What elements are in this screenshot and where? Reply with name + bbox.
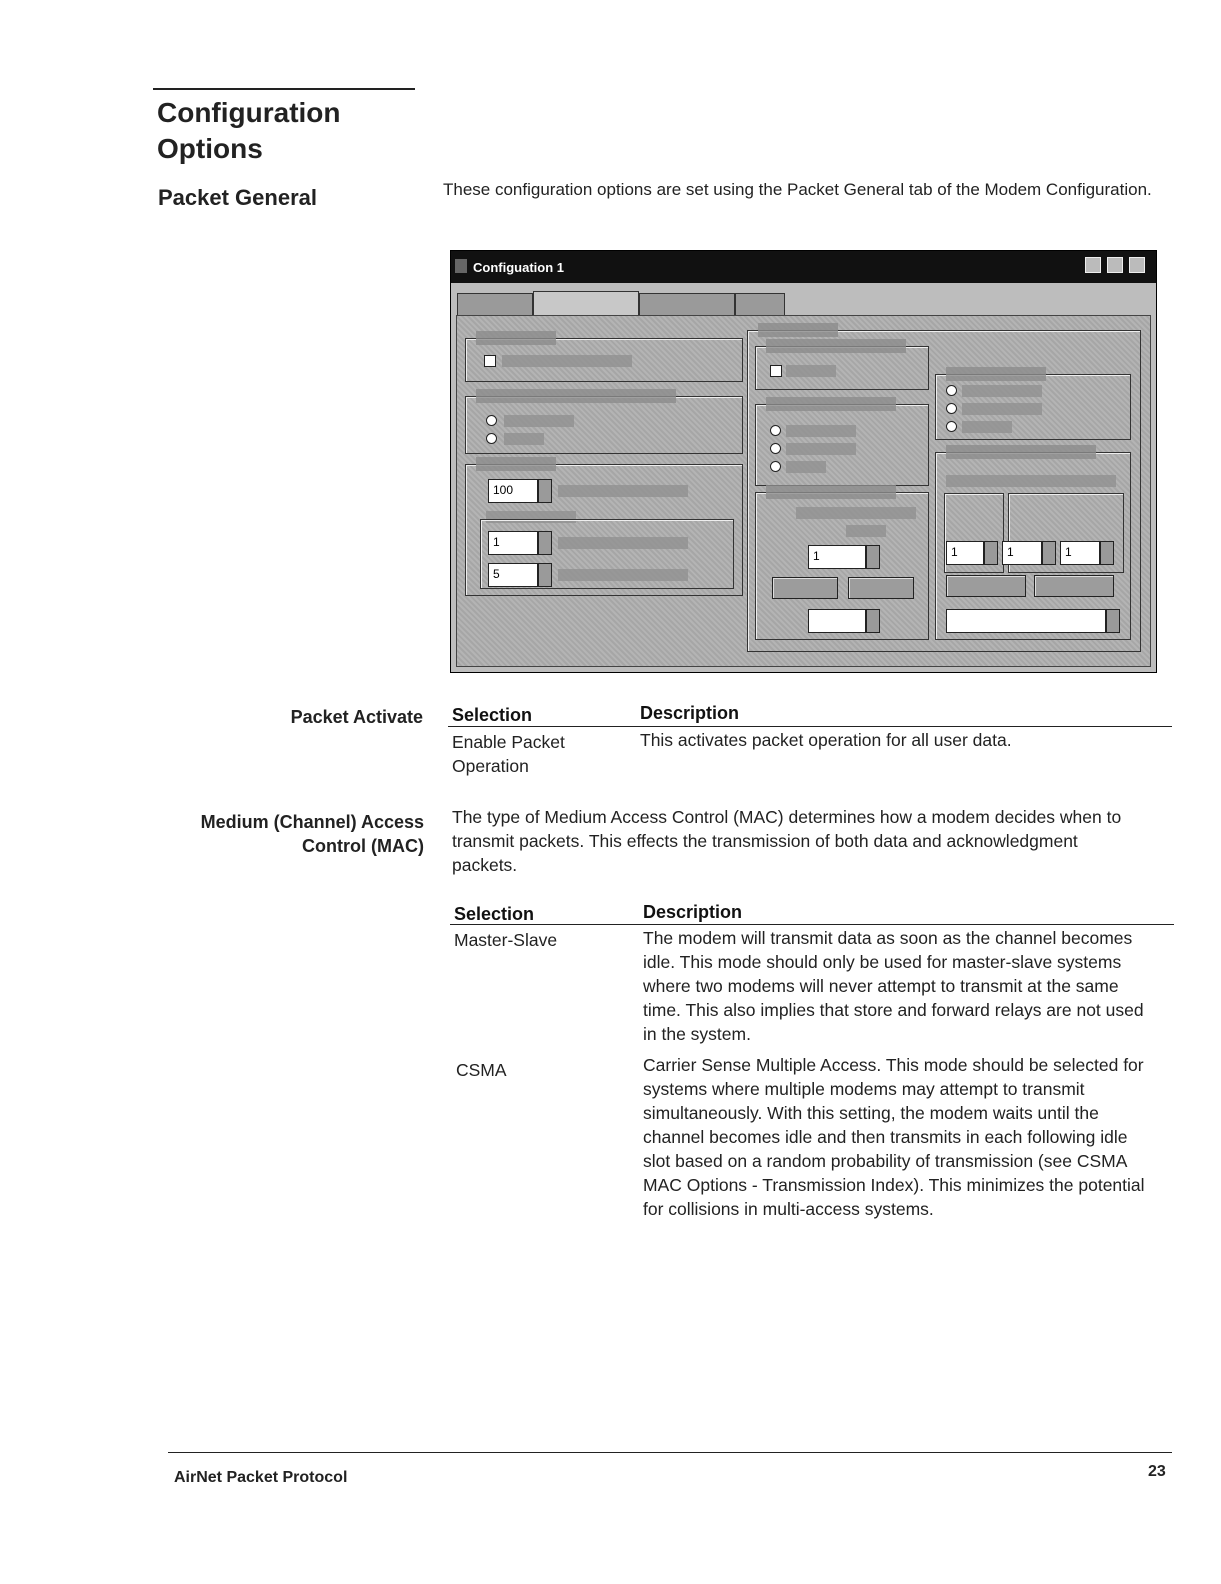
- packet-activate-label: Packet Activate: [290, 707, 423, 727]
- store-forward-group: [755, 346, 929, 390]
- minimize-icon[interactable]: [1085, 257, 1101, 273]
- master-slave-radio[interactable]: [486, 415, 497, 426]
- add-group-button[interactable]: [772, 577, 838, 599]
- route-group-input[interactable]: 1: [946, 541, 984, 565]
- packet-activate-group: [465, 338, 743, 382]
- mac-row-master-slave-selection: Master-Slave: [454, 930, 558, 950]
- configuration-dialog: [450, 250, 1157, 673]
- csma-radio[interactable]: [486, 433, 497, 444]
- group-list-select[interactable]: [808, 609, 866, 633]
- mac-intro: The type of Medium Access Control (MAC) determines how a modem decides when to transmit packets. This effects the transmission of both data and acknowledgment packets.: [452, 807, 1122, 875]
- maximize-icon[interactable]: [1107, 257, 1123, 273]
- store-forward-checkbox[interactable]: [770, 365, 782, 377]
- packet-activate-col-selection: Selection: [452, 705, 533, 725]
- mac-label-line2: Control (MAC): [302, 836, 424, 856]
- group-address-input[interactable]: 1: [808, 545, 866, 569]
- route-max-input[interactable]: 1: [1060, 541, 1100, 565]
- tab-packet-options[interactable]: [639, 293, 735, 315]
- relay-mode-radio-2[interactable]: [770, 443, 781, 454]
- close-icon[interactable]: [1129, 257, 1145, 273]
- group-list-dropdown[interactable]: [866, 609, 880, 633]
- relay-mode-radio-3[interactable]: [770, 461, 781, 472]
- tab-radio[interactable]: [735, 293, 785, 315]
- route-min-spinner[interactable]: [1042, 541, 1056, 565]
- min-idle-spinner[interactable]: [538, 531, 552, 555]
- packet-activate-col-description: Description: [640, 703, 740, 723]
- route-min-input[interactable]: 1: [1002, 541, 1042, 565]
- mac-col-selection: Selection: [454, 904, 535, 924]
- relay-mode-radio-1[interactable]: [770, 425, 781, 436]
- app-icon: [455, 259, 467, 273]
- tab-panel: [456, 315, 1151, 667]
- packet-activate-header-rule: [448, 726, 1172, 727]
- footer-rule: [168, 1452, 1172, 1453]
- mac-label: [140, 810, 424, 858]
- routing-radio-3[interactable]: [946, 421, 957, 432]
- min-idle-input[interactable]: 1: [488, 531, 538, 555]
- page-title: Configuration Options: [157, 97, 341, 164]
- heading-rule: [153, 88, 415, 90]
- routing-mode-group: [935, 374, 1131, 440]
- group-address-spinner[interactable]: [866, 545, 880, 569]
- mac-header-rule: [450, 924, 1174, 925]
- rate-input[interactable]: 100: [488, 479, 538, 503]
- add-route-button[interactable]: [946, 575, 1026, 597]
- mac-row-csma-description: Carrier Sense Multiple Access. This mode should be selected for systems where multiple modems may attempt to transmit simultaneously. With this setting, the modem waits until the channel becomes idle and then transmits in each following idle slot based on a random probability of transmission (see CSMA MAC Options - Transmission Index). This minimizes the potential for collisions in multi-access systems.: [643, 1055, 1145, 1219]
- routing-radio-1[interactable]: [946, 385, 957, 396]
- routing-radio-2[interactable]: [946, 403, 957, 414]
- dialog-title: Configuation 1: [473, 260, 564, 275]
- mac-label-line1: Medium (Channel) Access: [200, 812, 424, 832]
- delete-group-button[interactable]: [848, 577, 914, 599]
- tx-index-spinner[interactable]: [538, 563, 552, 587]
- mac-col-description: Description: [643, 902, 743, 922]
- route-table-group: [935, 452, 1131, 640]
- enable-packet-checkbox[interactable]: [484, 355, 496, 367]
- dialog-titlebar: [451, 251, 1156, 283]
- delete-route-button[interactable]: [1034, 575, 1114, 597]
- intro-text: These configuration options are set using the Packet General tab of the Modem Configuration.: [443, 180, 1152, 199]
- mac-row-master-slave-description: The modem will transmit data as soon as the channel becomes idle. This mode should only be used for master-slave systems where two modems will never attempt to transmit at the same time. This also implies that store and forward relays are not used in the system.: [643, 928, 1144, 1044]
- group-address-group: [755, 492, 929, 640]
- relay-mode-group: [755, 404, 929, 486]
- tab-serial-port[interactable]: [457, 293, 533, 315]
- csma-mac-options-group: [465, 464, 743, 596]
- tab-packet-general[interactable]: [533, 291, 639, 317]
- route-list-dropdown[interactable]: [1106, 609, 1120, 633]
- route-group-spinner[interactable]: [984, 541, 998, 565]
- section-title: Packet General: [158, 185, 317, 210]
- footer-title: AirNet Packet Protocol: [174, 1469, 348, 1486]
- mac-row-csma-selection: CSMA: [456, 1060, 507, 1080]
- packet-activate-description: This activates packet operation for all user data.: [640, 730, 1012, 750]
- tx-index-input[interactable]: 5: [488, 563, 538, 587]
- mac-group: [465, 396, 743, 454]
- rate-spinner[interactable]: [538, 479, 552, 503]
- packet-activate-selection: Enable Packet Operation: [452, 732, 565, 776]
- route-list-select[interactable]: [946, 609, 1106, 633]
- page-number: 23: [1148, 1463, 1166, 1480]
- route-max-spinner[interactable]: [1100, 541, 1114, 565]
